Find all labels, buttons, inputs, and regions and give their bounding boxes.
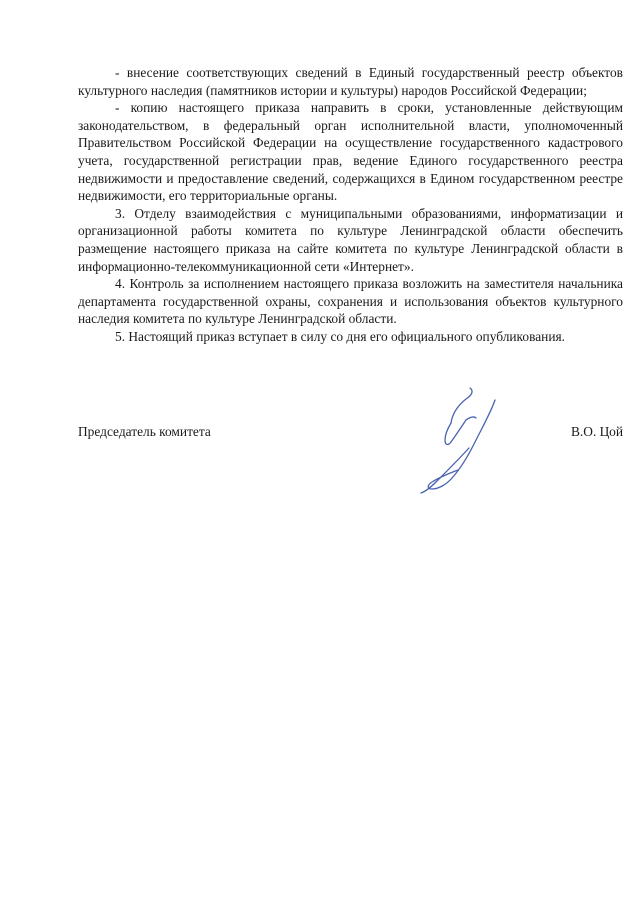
paragraph-copy-order: - копию настоящего приказа направить в сроки, установленные действующим законодательством, в федеральный орган исполнительной власти, уполномоченный Правительством Российской Федерации на осуществление государственного кадастрового учета, государственной регистрации прав, ведение Единого государственного реестра недвижимости и предоставление сведений, содержащихся в Едином государственном реестре недвижимости, его территориальные органы. xyxy=(78,100,623,204)
paragraph-item-5: 5. Настоящий приказ вступает в силу со дня его официального опубликования. xyxy=(115,328,565,344)
paragraph-register-entry: - внесение соответствующих сведений в Единый государственный реестр объектов культурного наследия (памятников истории и культуры) народов Российской Федерации; xyxy=(78,65,623,98)
signatory-name: В.О. Цой xyxy=(571,424,623,439)
document-body xyxy=(78,64,623,346)
paragraph-item-3: 3. Отделу взаимодействия с муниципальными образованиями, информатизации и организационной работы комитета по культуре Ленинградской области обеспечить размещение настоящего приказа на сайте комитета по культуре Ленинградской области в информационно-телекоммуникационной сети «Интернет». xyxy=(78,205,623,274)
handwritten-signature-icon xyxy=(412,386,518,496)
paragraph-item-4: 4. Контроль за исполнением настоящего приказа возложить на заместителя начальника департамента государственной охраны, сохранения и использования объектов культурного наследия комитета по культуре Ленинградской области. xyxy=(78,276,623,327)
signature-block xyxy=(78,423,623,443)
signatory-title: Председатель комитета xyxy=(78,424,211,439)
